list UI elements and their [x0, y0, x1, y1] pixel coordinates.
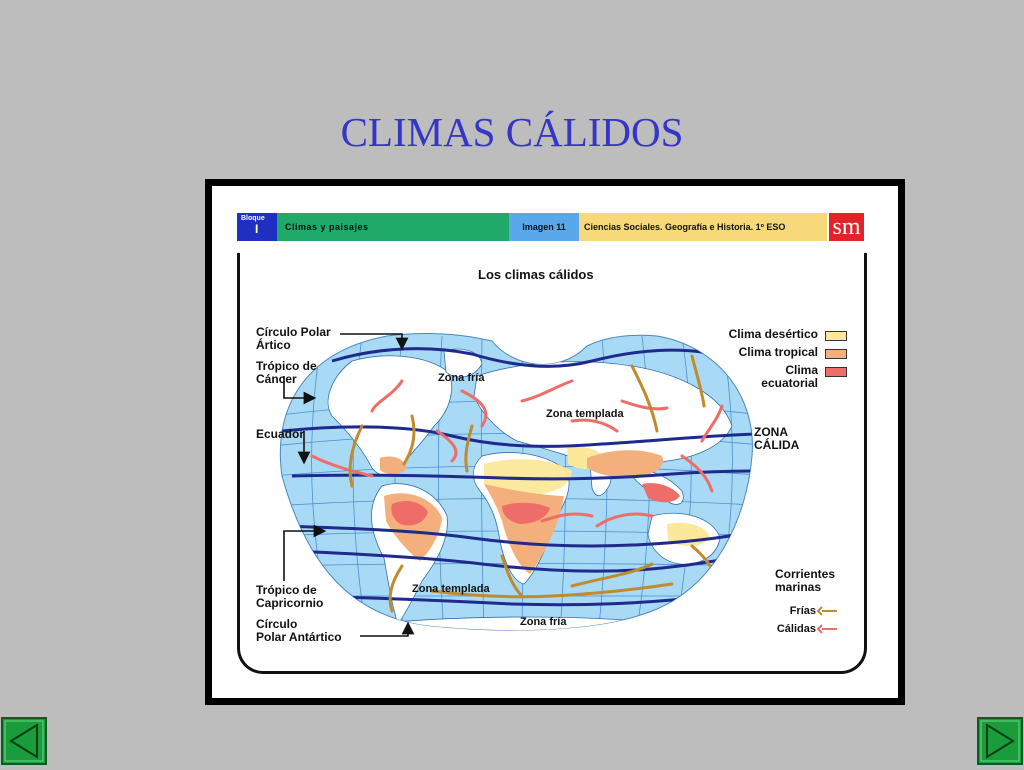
publisher-logo: sm — [829, 213, 864, 241]
equator-label-line1: Ecuador — [256, 427, 305, 441]
legend-cold-currents-label: Frías — [789, 605, 816, 617]
map-title: Los climas cálidos — [478, 267, 594, 282]
tropic-cancer-label — [256, 360, 317, 386]
legend-equatorial-swatch — [825, 367, 847, 377]
image-frame — [205, 179, 905, 705]
arctic-circle-label — [256, 326, 331, 352]
next-slide-button[interactable] — [977, 717, 1023, 765]
course-label: Ciencias Sociales. Geografía e Historia. 1º ESO — [579, 213, 827, 241]
antarctic-circle-label-line1: Círculo — [256, 617, 298, 631]
legend-current-arrows — [818, 607, 837, 633]
legend-desert-swatch — [825, 331, 847, 341]
image-number: Imagen 11 — [509, 213, 579, 241]
legend-tropical-label: Clima tropical — [738, 345, 818, 359]
zone-label-temperate-north: Zona templada — [546, 408, 624, 420]
antarctic-circle-label — [256, 618, 342, 644]
zone-label-warm-line2: CÁLIDA — [754, 438, 800, 452]
tropic-capricorn-label-line1: Trópico de — [256, 583, 317, 597]
prev-slide-button[interactable] — [1, 717, 47, 765]
tropic-capricorn-label-line2: Capricornio — [256, 596, 324, 610]
bloque-label: Bloque — [241, 215, 265, 222]
legend-tropical-swatch — [825, 349, 847, 359]
legend-equatorial-line2: ecuatorial — [761, 376, 818, 390]
bloque-number: I — [255, 222, 259, 236]
legend-equatorial-line1: Clima — [785, 363, 818, 377]
legend-desert-label: Clima desértico — [728, 327, 818, 341]
arctic-circle-label-line2: Ártico — [256, 338, 291, 352]
zone-label-warm — [754, 426, 799, 452]
zone-label-cold-south: Zona fría — [520, 616, 567, 628]
tropic-cancer-label-line1: Trópico de — [256, 359, 317, 373]
legend-currents-title-line1: Corrientes — [775, 567, 836, 581]
tropic-capricorn-label — [256, 584, 323, 610]
triangle-right-icon — [977, 717, 1023, 765]
arctic-circle-label-line1: Círculo Polar — [256, 325, 331, 339]
triangle-left-icon — [1, 717, 47, 765]
zone-label-temperate-south: Zona templada — [412, 583, 490, 595]
legend-equatorial-label — [761, 364, 818, 390]
legend-currents-title-line2: marinas — [775, 580, 822, 594]
map-panel — [212, 186, 898, 698]
legend-currents-title — [775, 568, 835, 594]
antarctic-circle-label-line2: Polar Antártico — [256, 630, 342, 644]
slide-title: CLIMAS CÁLIDOS — [340, 109, 684, 155]
section-label: Climas y paisajes — [277, 213, 509, 241]
equator-label — [256, 428, 304, 441]
tropic-cancer-label-line2: Cáncer — [256, 372, 297, 386]
zone-label-warm-line1: ZONA — [754, 425, 788, 439]
zone-label-cold-north: Zona fría — [438, 372, 485, 384]
legend-warm-currents-label: Cálidas — [776, 623, 816, 635]
